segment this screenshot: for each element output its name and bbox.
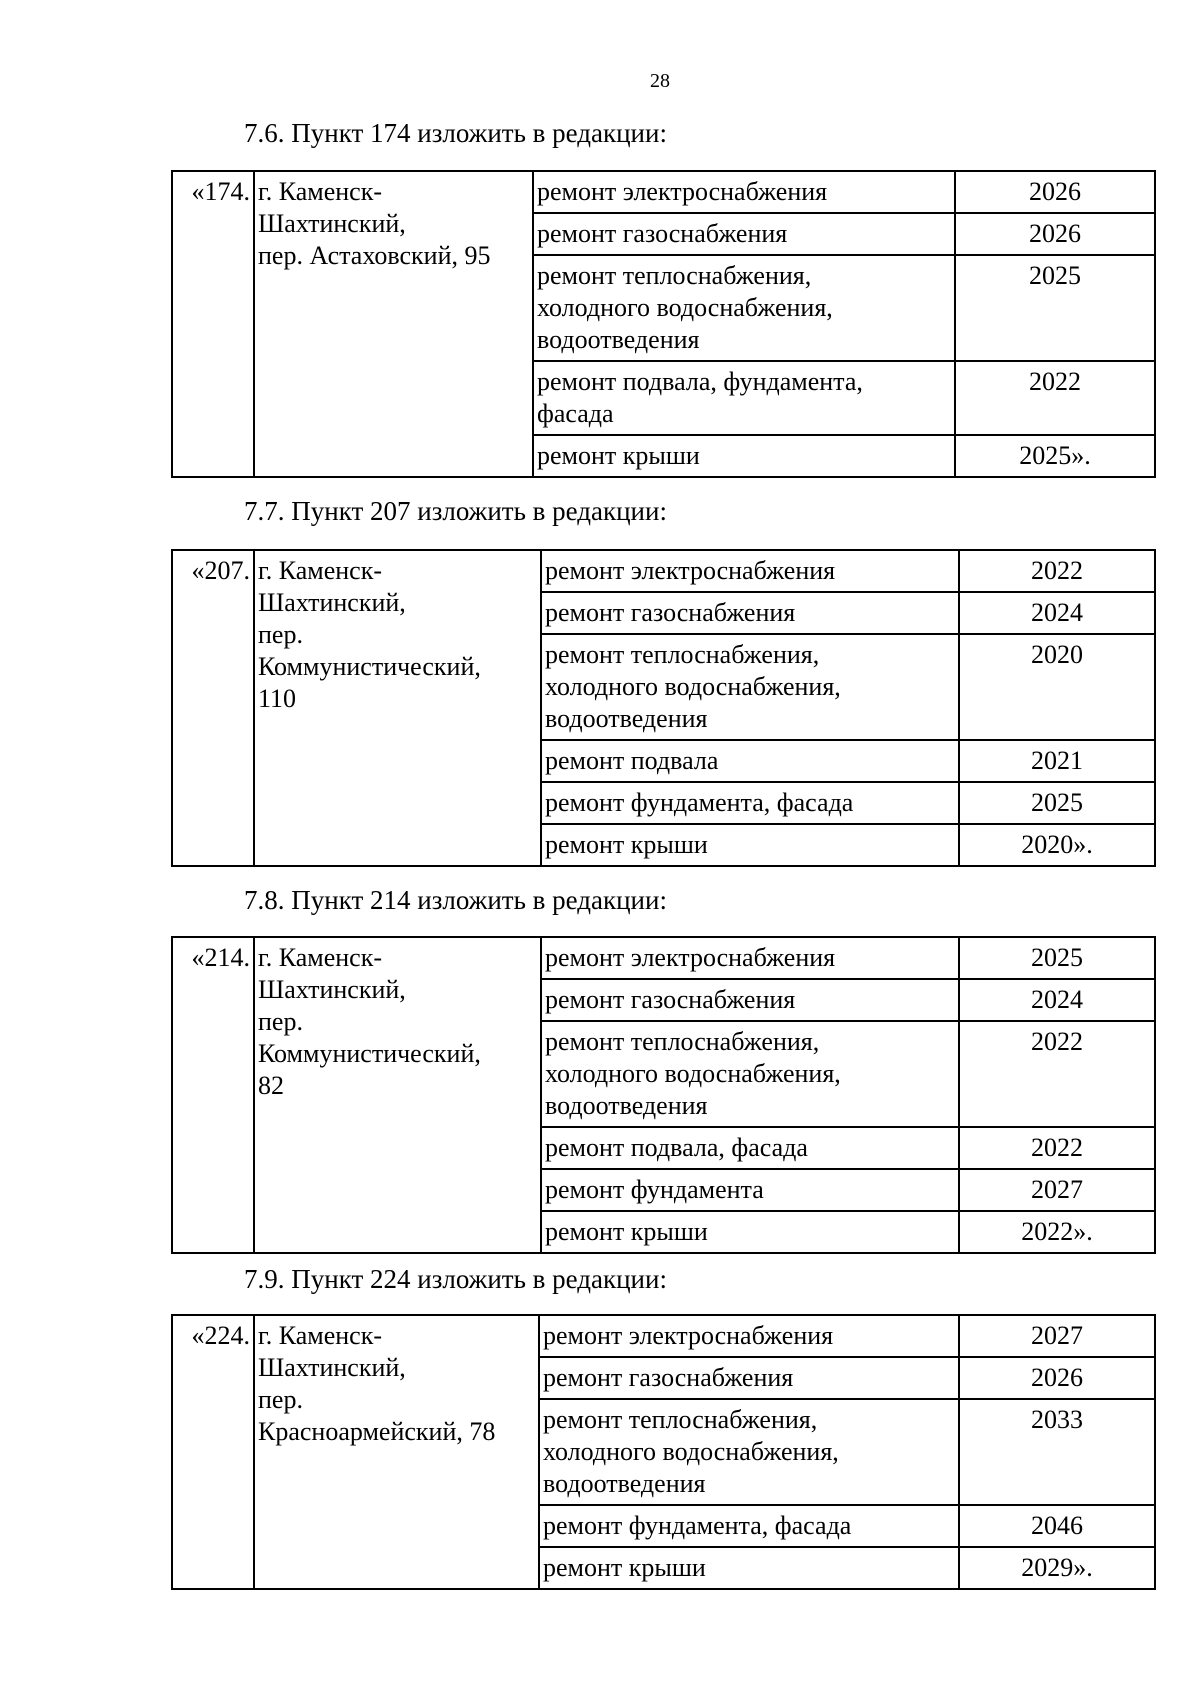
item-number: «214. [172,937,254,1253]
work-type-line: ремонт газоснабжения [537,219,788,248]
address-cell [254,1315,539,1589]
work-type-line: ремонт газоснабжения [545,598,796,627]
year-cell: 2027 [959,1315,1155,1357]
work-type-line: холодного водоснабжения, [543,1437,839,1466]
work-type-cell [541,1021,959,1127]
work-type-cell [539,1357,959,1399]
work-type-cell [541,592,959,634]
address-line: г. Каменск- [258,1321,383,1350]
work-type-line: водоотведения [545,1091,708,1120]
amendment-table [171,549,1156,867]
work-type-line: ремонт подвала, фундамента, [537,367,863,396]
address-line: Шахтинский, [258,209,406,238]
work-type-cell [541,1127,959,1169]
year-cell: 2022». [959,1211,1155,1253]
address-line: Коммунистический, [258,1039,481,1068]
work-type-cell [541,979,959,1021]
work-type-line: холодного водоснабжения, [545,1059,841,1088]
table-row [172,171,1155,213]
section-heading: 7.7. Пункт 207 изложить в редакции: [244,496,667,526]
address-line: г. Каменск- [258,556,383,585]
work-type-line: ремонт фундамента, фасада [545,788,854,817]
amendment-table [171,1314,1156,1590]
address-line: пер. Астаховский, 95 [258,241,491,270]
work-type-cell [533,255,955,361]
work-type-cell [533,361,955,435]
address-line: пер. [258,620,303,649]
work-type-line: ремонт подвала [545,746,719,775]
work-type-cell [539,1505,959,1547]
work-type-line: ремонт газоснабжения [545,985,796,1014]
work-type-line: ремонт крыши [537,441,700,470]
work-type-line: ремонт теплоснабжения, [543,1405,818,1434]
work-type-line: ремонт фундамента [545,1175,764,1204]
work-type-cell [539,1315,959,1357]
year-cell: 2025 [959,782,1155,824]
year-cell: 2026 [959,1357,1155,1399]
work-type-line: холодного водоснабжения, [545,672,841,701]
work-type-cell [541,740,959,782]
section-heading: 7.9. Пункт 224 изложить в редакции: [244,1264,667,1294]
work-type-line: ремонт крыши [545,1217,708,1246]
year-cell: 2033 [959,1399,1155,1505]
work-type-line: ремонт теплоснабжения, [537,261,812,290]
table-row [172,937,1155,979]
section-heading: 7.6. Пункт 174 изложить в редакции: [244,118,667,148]
amendment-table [171,170,1156,478]
work-type-cell [541,824,959,866]
table-row [172,550,1155,592]
address-line: пер. [258,1007,303,1036]
address-line: г. Каменск- [258,177,383,206]
work-type-line: водоотведения [537,325,700,354]
work-type-cell [541,634,959,740]
year-cell: 2020». [959,824,1155,866]
address-line: пер. [258,1385,303,1414]
address-line: г. Каменск- [258,943,383,972]
item-number: «174. [172,171,254,477]
year-cell: 2022 [959,550,1155,592]
work-type-cell [533,213,955,255]
work-type-line: холодного водоснабжения, [537,293,833,322]
work-type-line: ремонт электроснабжения [545,556,836,585]
item-number: «224. [172,1315,254,1589]
work-type-cell [541,550,959,592]
year-cell: 2020 [959,634,1155,740]
year-cell: 2022 [959,1021,1155,1127]
address-line: Шахтинский, [258,588,406,617]
work-type-cell [541,937,959,979]
address-cell [254,937,541,1253]
year-cell: 2025». [955,435,1155,477]
work-type-line: ремонт электроснабжения [545,943,836,972]
work-type-line: ремонт газоснабжения [543,1363,794,1392]
work-type-line: фасада [537,399,614,428]
year-cell: 2025 [959,937,1155,979]
page-number: 28 [650,70,670,92]
year-cell: 2026 [955,171,1155,213]
work-type-cell [533,171,955,213]
work-type-cell [541,782,959,824]
address-cell [254,550,541,866]
work-type-line: водоотведения [545,704,708,733]
work-type-line: ремонт теплоснабжения, [545,1027,820,1056]
address-line: Красноармейский, 78 [258,1417,496,1446]
address-line: Шахтинский, [258,1353,406,1382]
table-row [172,1315,1155,1357]
year-cell: 2026 [955,213,1155,255]
year-cell: 2024 [959,979,1155,1021]
section-heading: 7.8. Пункт 214 изложить в редакции: [244,885,667,915]
year-cell: 2024 [959,592,1155,634]
year-cell: 2022 [955,361,1155,435]
work-type-cell [539,1547,959,1589]
year-cell: 2046 [959,1505,1155,1547]
year-cell: 2029». [959,1547,1155,1589]
address-line: Шахтинский, [258,975,406,1004]
year-cell: 2021 [959,740,1155,782]
work-type-cell [533,435,955,477]
work-type-cell [541,1211,959,1253]
work-type-line: ремонт крыши [545,830,708,859]
address-line: Коммунистический, [258,652,481,681]
work-type-line: ремонт крыши [543,1553,706,1582]
work-type-cell [541,1169,959,1211]
year-cell: 2027 [959,1169,1155,1211]
year-cell: 2022 [959,1127,1155,1169]
address-cell [254,171,533,477]
work-type-line: ремонт электроснабжения [537,177,828,206]
work-type-cell [539,1399,959,1505]
address-line: 110 [258,684,297,713]
year-cell: 2025 [955,255,1155,361]
work-type-line: ремонт подвала, фасада [545,1133,808,1162]
work-type-line: ремонт электроснабжения [543,1321,834,1350]
work-type-line: водоотведения [543,1469,706,1498]
work-type-line: ремонт фундамента, фасада [543,1511,852,1540]
amendment-table [171,936,1156,1254]
item-number: «207. [172,550,254,866]
address-line: 82 [258,1071,284,1100]
work-type-line: ремонт теплоснабжения, [545,640,820,669]
